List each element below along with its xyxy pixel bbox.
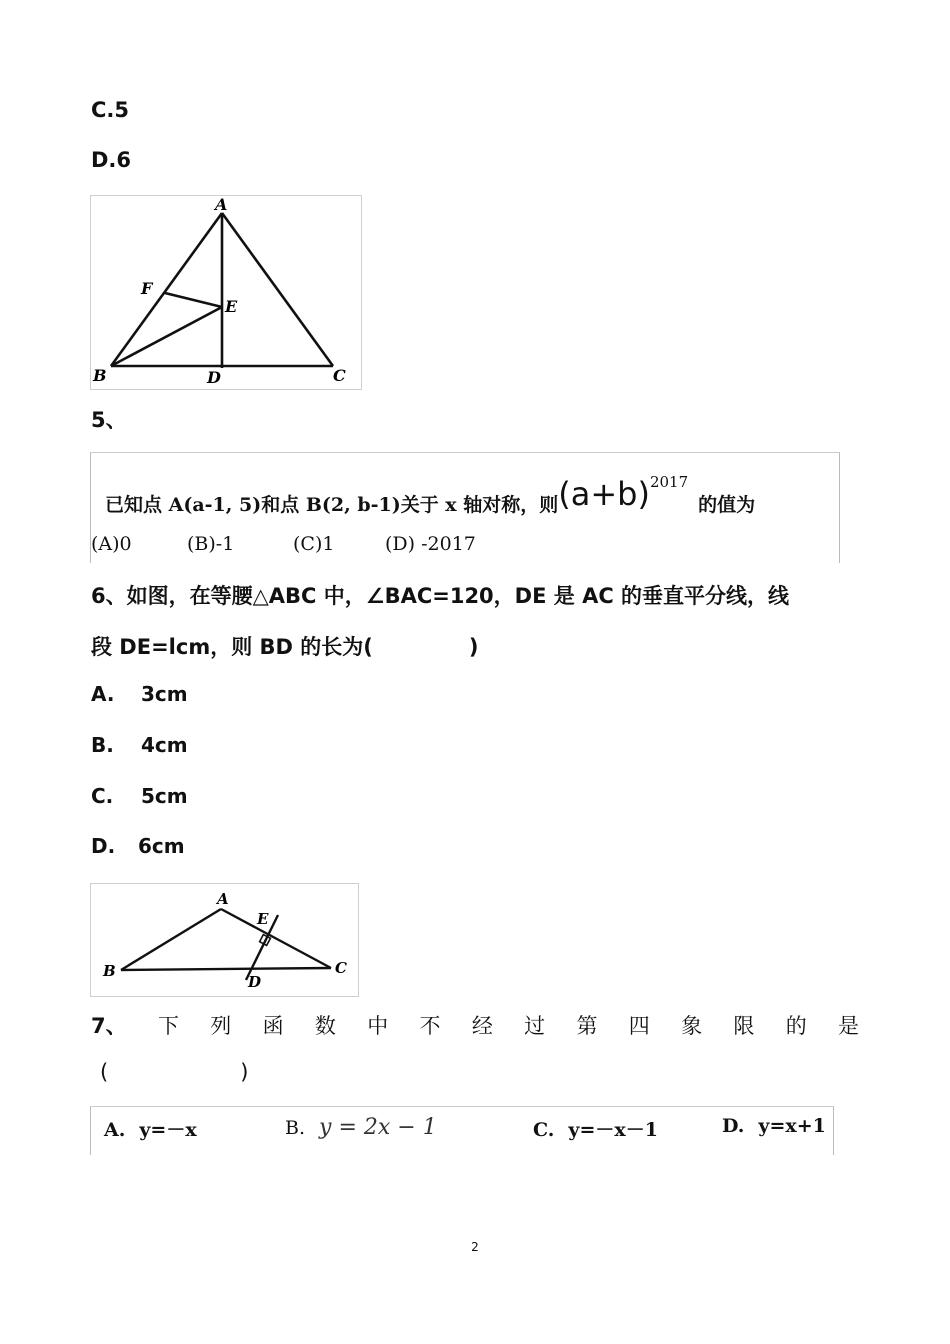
label-E: E (225, 297, 238, 316)
q7-paren-open: ( (100, 1060, 109, 1084)
q7-char: 列 (210, 1014, 232, 1038)
q7-char: 是 (838, 1014, 859, 1038)
q6-line1-text: 6、如图，在等腰△ABC 中，∠BAC=120，DE 是 AC 的垂直平分线，线 (91, 584, 790, 608)
q7-number: 7、 (91, 1014, 127, 1038)
q6-option-d-value: 6cm (138, 834, 185, 858)
q7-option-a (104, 1115, 197, 1142)
q7-char: 下 (157, 1014, 179, 1038)
q6-option-a (91, 682, 188, 706)
q7-char: 数 (314, 1014, 336, 1038)
label-B-2: B (103, 962, 116, 980)
q5-option-c: (C)1 (293, 533, 335, 555)
q6-line2-text: 段 DE=lcm，则 BD 的长为( (91, 635, 373, 659)
q6-option-a-letter: A. (91, 682, 115, 706)
question-7-paren (100, 1060, 248, 1084)
q7-paren-close: ) (240, 1060, 249, 1084)
q6-option-b-letter: B. (91, 733, 114, 757)
label-D: D (207, 368, 221, 387)
q6-option-c-letter: C. (91, 784, 114, 808)
q7-char: 第 (576, 1014, 598, 1038)
option-c: C.5 (91, 98, 130, 122)
q5-option-b: (B)-1 (187, 533, 235, 555)
q7-option-a-value: y=－x (139, 1119, 197, 1141)
question-5-number: 5、 (91, 408, 127, 432)
label-C-2: C (335, 959, 347, 977)
q6-option-d-letter: D. (91, 834, 116, 858)
label-A-2: A (217, 890, 229, 908)
label-D-2: D (248, 973, 262, 991)
q7-char: 限 (733, 1014, 755, 1038)
label-E-2: E (257, 910, 269, 928)
q5-exponent: 2017 (649, 473, 689, 491)
q6-option-c-value: 5cm (141, 784, 188, 808)
question-5-box (90, 452, 840, 563)
triangle-figure-1 (90, 195, 362, 390)
q7-option-d (722, 1115, 826, 1137)
q7-char: 四 (628, 1014, 650, 1038)
q6-option-d (91, 834, 185, 858)
q7-char: 经 (471, 1014, 493, 1038)
q5-text-before: 已知点 A(a-1, 5)和点 B(2, b-1)关于 x 轴对称，则 (105, 494, 559, 516)
label-A: A (215, 196, 228, 214)
q7-char: 函 (262, 1014, 284, 1038)
option-d: D.6 (91, 148, 132, 172)
q6-option-b (91, 733, 188, 757)
q7-option-d-value: y=x+1 (758, 1115, 826, 1137)
q7-char: 的 (785, 1014, 807, 1038)
question-5-text (105, 473, 756, 519)
page-number: 2 (471, 1240, 479, 1254)
q6-option-b-value: 4cm (141, 733, 188, 757)
q7-option-c-letter: C. (533, 1119, 555, 1141)
q7-char: 中 (367, 1014, 389, 1038)
triangle-figure-1-svg (91, 196, 361, 389)
question-6-line-2 (91, 631, 478, 661)
q5-text-after: 的值为 (698, 494, 756, 516)
q6-option-c (91, 784, 188, 808)
question-7-line-1 (91, 1010, 859, 1040)
q5-expression: (a+b) (558, 475, 650, 513)
q7-option-c (533, 1115, 658, 1142)
q7-char: 象 (681, 1014, 703, 1038)
triangle-figure-2 (90, 883, 359, 997)
q5-option-d: (D) -2017 (385, 533, 476, 555)
question-6-line-1 (91, 580, 789, 610)
q6-line2-end: ) (468, 635, 479, 659)
label-F: F (141, 279, 153, 298)
q7-option-c-value: y=－x－1 (568, 1119, 658, 1141)
q5-options (91, 533, 476, 555)
q7-char: 不 (419, 1014, 441, 1038)
q7-option-b-value: y = 2x − 1 (319, 1115, 437, 1140)
q7-char: 过 (524, 1014, 546, 1038)
q5-option-a: (A)0 (91, 533, 132, 555)
q7-option-a-letter: A. (104, 1119, 126, 1141)
q6-option-a-value: 3cm (141, 682, 188, 706)
q7-option-b (285, 1115, 437, 1140)
label-C: C (333, 366, 346, 385)
q7-option-b-letter: B. (285, 1117, 306, 1139)
triangle-figure-2-svg (91, 884, 358, 996)
label-B: B (93, 366, 107, 385)
q7-option-d-letter: D. (722, 1115, 745, 1137)
